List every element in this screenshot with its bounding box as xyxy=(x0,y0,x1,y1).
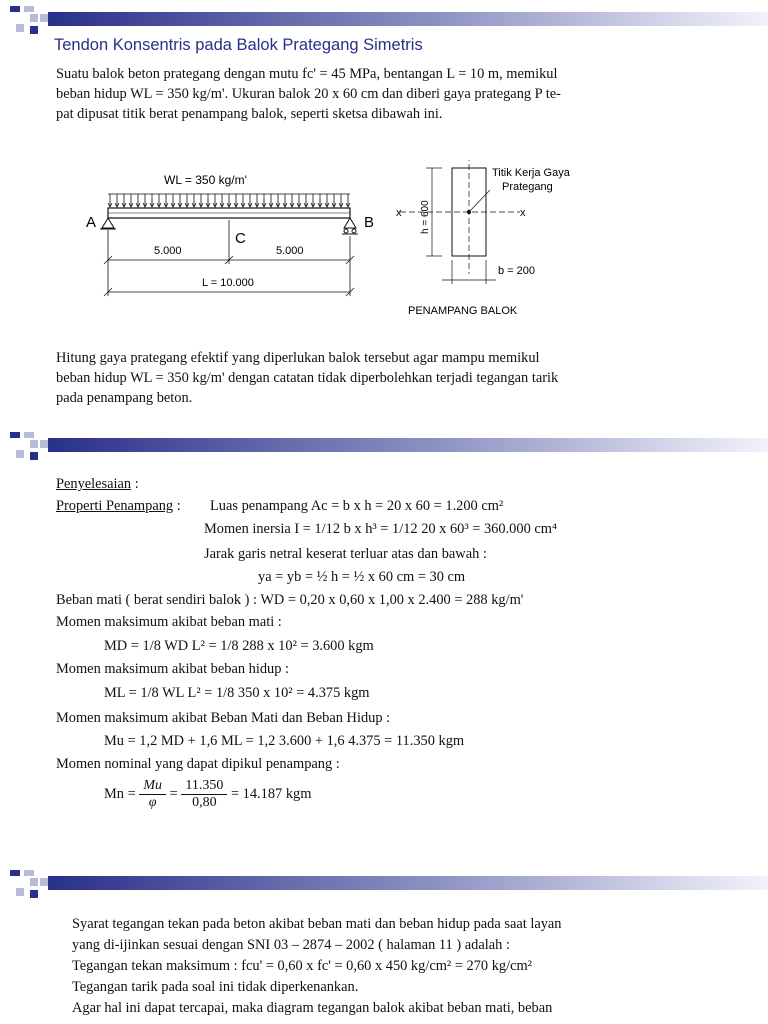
left-span-label: 5.000 xyxy=(154,245,182,257)
luas-line: Luas penampang Ac = b x h = 20 x 60 = 1.200 cm² xyxy=(210,498,504,514)
ml-label: Momen maksimum akibat beban hidup : xyxy=(56,661,290,677)
inersia-line: Momen inersia I = 1/12 b x h³ = 1/12 20 x 60³ = 360.000 cm⁴ xyxy=(204,521,557,537)
properti-label: Properti Penampang xyxy=(56,498,174,514)
mn-frac1-numerator: Mu xyxy=(139,778,166,795)
mn-equation xyxy=(104,778,311,811)
mu-equation: Mu = 1,2 MD + 1,6 ML = 1,2 3.600 + 1,6 4.375 = 11.350 kgm xyxy=(104,733,465,749)
axis-label-right: x xyxy=(520,207,526,219)
mn-frac2-numerator: 11.350 xyxy=(181,778,227,795)
question-paragraph xyxy=(56,348,558,408)
section-height-label: h = 600 xyxy=(420,200,431,234)
properti-row xyxy=(56,498,181,515)
support-b-icon xyxy=(342,218,358,234)
intro-line: pat dipusat titik berat penampang balok, seperti sketsa dibawah ini. xyxy=(56,106,443,122)
total-span-label: L = 10.000 xyxy=(202,277,254,289)
slide-header-bar xyxy=(0,870,768,892)
syarat-line: Tegangan tarik pada soal ini tidak diperkenankan. xyxy=(72,979,359,995)
load-label: WL = 350 kg/m' xyxy=(164,173,247,187)
support-a-label: A xyxy=(86,214,97,231)
slide-title: Tendon Konsentris pada Balok Prategang Simetris xyxy=(54,36,423,54)
beban-mati-line: Beban mati ( berat sendiri balok ) : WD = 0,20 x 0,60 x 1,00 x 2.400 = 288 kg/m' xyxy=(56,592,524,608)
slide-header-bar xyxy=(0,432,768,454)
support-b-label: B xyxy=(364,214,375,231)
solution-heading-text: Penyelesaian xyxy=(56,476,132,492)
right-span-label: 5.000 xyxy=(276,245,304,257)
syarat-paragraph xyxy=(72,914,562,1019)
question-line: pada penampang beton. xyxy=(56,390,193,406)
mn-fraction-numeric xyxy=(181,778,227,811)
intro-line: Suatu balok beton prategang dengan mutu fc' = 45 MPa, bentangan L = 10 m, memikul xyxy=(56,66,558,82)
ml-equation: ML = 1/8 WL L² = 1/8 350 x 10² = 4.375 kgm xyxy=(104,685,370,701)
mu-label: Momen maksimum akibat Beban Mati dan Beban Hidup : xyxy=(56,710,391,726)
section-width-label: b = 200 xyxy=(498,265,536,277)
properti-colon: : xyxy=(176,498,181,514)
midpoint-label: C xyxy=(235,230,246,247)
support-a-icon xyxy=(100,218,116,229)
syarat-line: Agar hal ini dapat tercapai, maka diagram tegangan balok akibat beban mati, beban xyxy=(72,1000,553,1016)
solution-heading-colon: : xyxy=(134,476,139,492)
axis-label-left: x xyxy=(396,207,402,219)
intro-paragraph xyxy=(56,64,561,124)
md-equation: MD = 1/8 WD L² = 1/8 288 x 10² = 3.600 kgm xyxy=(104,638,374,654)
tendon-point xyxy=(467,210,471,214)
mn-eq-sign: = xyxy=(169,785,178,802)
syarat-line: Tegangan tekan maksimum : fcu' = 0,60 x fc' = 0,60 x 450 kg/cm² = 270 kg/cm² xyxy=(72,958,532,974)
tendon-label-line1: Titik Kerja Gaya xyxy=(492,167,570,179)
distributed-load-arrows xyxy=(108,194,350,207)
mn-fraction-symbolic xyxy=(139,778,166,811)
ya-yb-line: ya = yb = ½ h = ½ x 60 cm = 30 cm xyxy=(258,569,466,585)
question-line: Hitung gaya prategang efektif yang diperlukan balok tersebut agar mampu memikul xyxy=(56,350,540,366)
intro-line: beban hidup WL = 350 kg/m'. Ukuran balok 20 x 60 cm dan diberi gaya prategang P te- xyxy=(56,86,561,102)
slide-header-bar xyxy=(0,6,768,28)
syarat-line: yang di-ijinkan sesuai dengan SNI 03 – 2874 – 2002 ( halaman 11 ) adalah : xyxy=(72,937,510,953)
mn-frac1-denominator: φ xyxy=(148,795,157,810)
mn-label: Momen nominal yang dapat dipikul penampang : xyxy=(56,756,340,772)
solution-heading xyxy=(56,476,139,493)
mn-prefix: Mn = xyxy=(104,785,136,802)
mn-frac2-denominator: 0,80 xyxy=(192,795,217,810)
jarak-line: Jarak garis netral keserat terluar atas dan bawah : xyxy=(204,546,487,562)
tendon-label-line2: Prategang xyxy=(502,181,553,193)
syarat-line: Syarat tegangan tekan pada beton akibat beban mati dan beban hidup pada saat layan xyxy=(72,916,562,932)
mn-result: = 14.187 kgm xyxy=(230,785,312,802)
question-line: beban hidup WL = 350 kg/m' dengan catatan tidak diperbolehkan terjadi tegangan tarik xyxy=(56,370,559,386)
md-label: Momen maksimum akibat beban mati : xyxy=(56,614,282,630)
section-caption: PENAMPANG BALOK xyxy=(408,305,518,317)
beam-diagram xyxy=(80,160,640,330)
